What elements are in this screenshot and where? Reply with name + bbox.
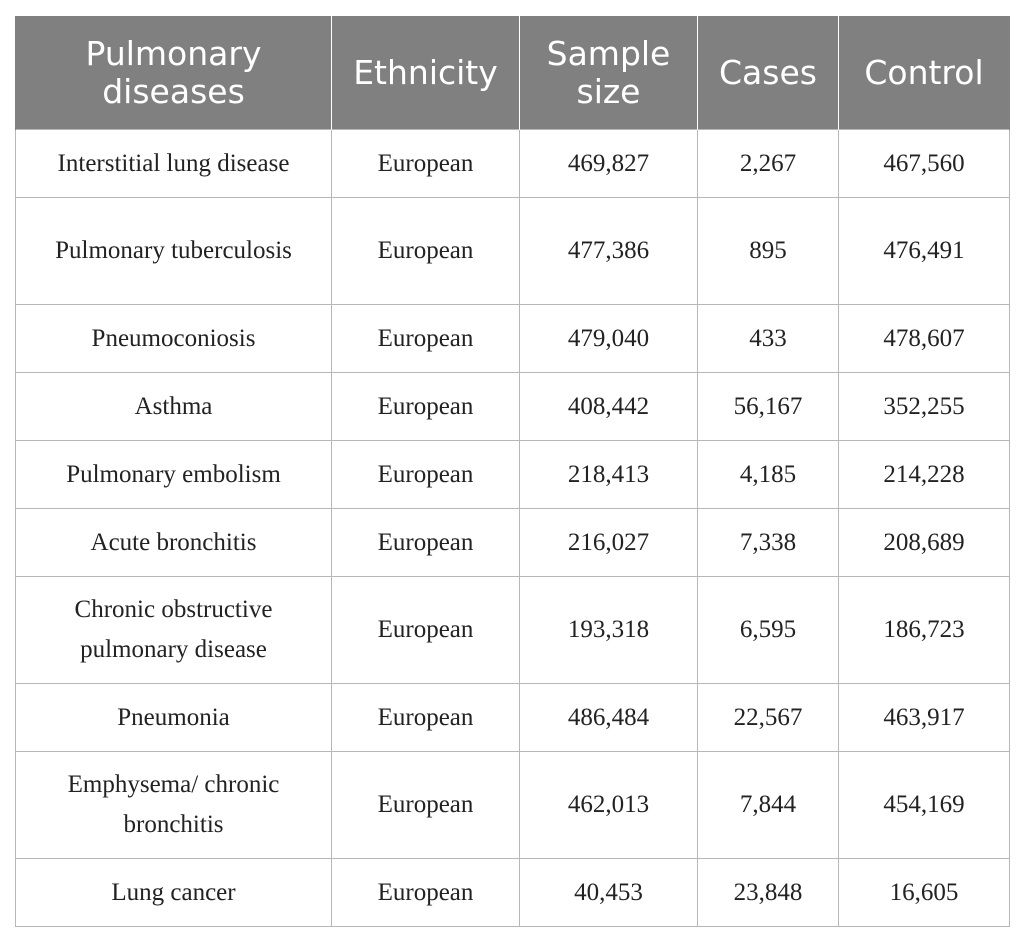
cell-sample-size: 40,453 (520, 859, 698, 927)
cell-sample-size: 462,013 (520, 752, 698, 859)
cell-cases: 433 (698, 305, 839, 373)
cell-sample-size: 193,318 (520, 577, 698, 684)
cell-control: 478,607 (839, 305, 1010, 373)
cell-ethnicity: European (332, 441, 520, 509)
cell-disease: Chronic obstructive pulmonary disease (16, 577, 332, 684)
cell-ethnicity: European (332, 130, 520, 198)
cell-control: 454,169 (839, 752, 1010, 859)
table-row (16, 752, 1010, 859)
table-row (16, 509, 1010, 577)
cell-control: 186,723 (839, 577, 1010, 684)
table-row (16, 684, 1010, 752)
cell-cases: 23,848 (698, 859, 839, 927)
cell-disease: Pneumoconiosis (16, 305, 332, 373)
header-sample-size: Sample size (520, 16, 698, 130)
cell-cases: 6,595 (698, 577, 839, 684)
cell-disease: Lung cancer (16, 859, 332, 927)
cell-cases: 7,338 (698, 509, 839, 577)
table-row (16, 859, 1010, 927)
cell-disease: Interstitial lung disease (16, 130, 332, 198)
cell-disease: Pulmonary tuberculosis (16, 198, 332, 305)
cell-control: 463,917 (839, 684, 1010, 752)
cell-sample-size: 486,484 (520, 684, 698, 752)
cell-ethnicity: European (332, 859, 520, 927)
cell-control: 208,689 (839, 509, 1010, 577)
cell-disease: Emphysema/ chronic bronchitis (16, 752, 332, 859)
table-row (16, 577, 1010, 684)
cell-disease: Pulmonary embolism (16, 441, 332, 509)
cell-control: 16,605 (839, 859, 1010, 927)
table-header-row (16, 16, 1010, 130)
cell-sample-size: 477,386 (520, 198, 698, 305)
cell-cases: 895 (698, 198, 839, 305)
cell-sample-size: 218,413 (520, 441, 698, 509)
cell-control: 476,491 (839, 198, 1010, 305)
cell-cases: 7,844 (698, 752, 839, 859)
cell-disease: Acute bronchitis (16, 509, 332, 577)
cell-cases: 22,567 (698, 684, 839, 752)
header-ethnicity: Ethnicity (332, 16, 520, 130)
cell-ethnicity: European (332, 305, 520, 373)
cell-sample-size: 479,040 (520, 305, 698, 373)
table-row (16, 373, 1010, 441)
cell-sample-size: 216,027 (520, 509, 698, 577)
cell-disease: Asthma (16, 373, 332, 441)
pulmonary-diseases-table (15, 16, 1010, 927)
cell-ethnicity: European (332, 373, 520, 441)
cell-ethnicity: European (332, 752, 520, 859)
table-row (16, 130, 1010, 198)
header-cases: Cases (698, 16, 839, 130)
cell-sample-size: 408,442 (520, 373, 698, 441)
table-container (15, 16, 1009, 927)
cell-control: 352,255 (839, 373, 1010, 441)
cell-ethnicity: European (332, 198, 520, 305)
header-control: Control (839, 16, 1010, 130)
header-pulmonary-diseases: Pulmonary diseases (16, 16, 332, 130)
cell-ethnicity: European (332, 577, 520, 684)
cell-control: 214,228 (839, 441, 1010, 509)
cell-disease: Pneumonia (16, 684, 332, 752)
table-row (16, 305, 1010, 373)
cell-cases: 56,167 (698, 373, 839, 441)
cell-control: 467,560 (839, 130, 1010, 198)
cell-sample-size: 469,827 (520, 130, 698, 198)
table-row (16, 441, 1010, 509)
cell-ethnicity: European (332, 684, 520, 752)
cell-cases: 4,185 (698, 441, 839, 509)
table-row (16, 198, 1010, 305)
cell-cases: 2,267 (698, 130, 839, 198)
cell-ethnicity: European (332, 509, 520, 577)
